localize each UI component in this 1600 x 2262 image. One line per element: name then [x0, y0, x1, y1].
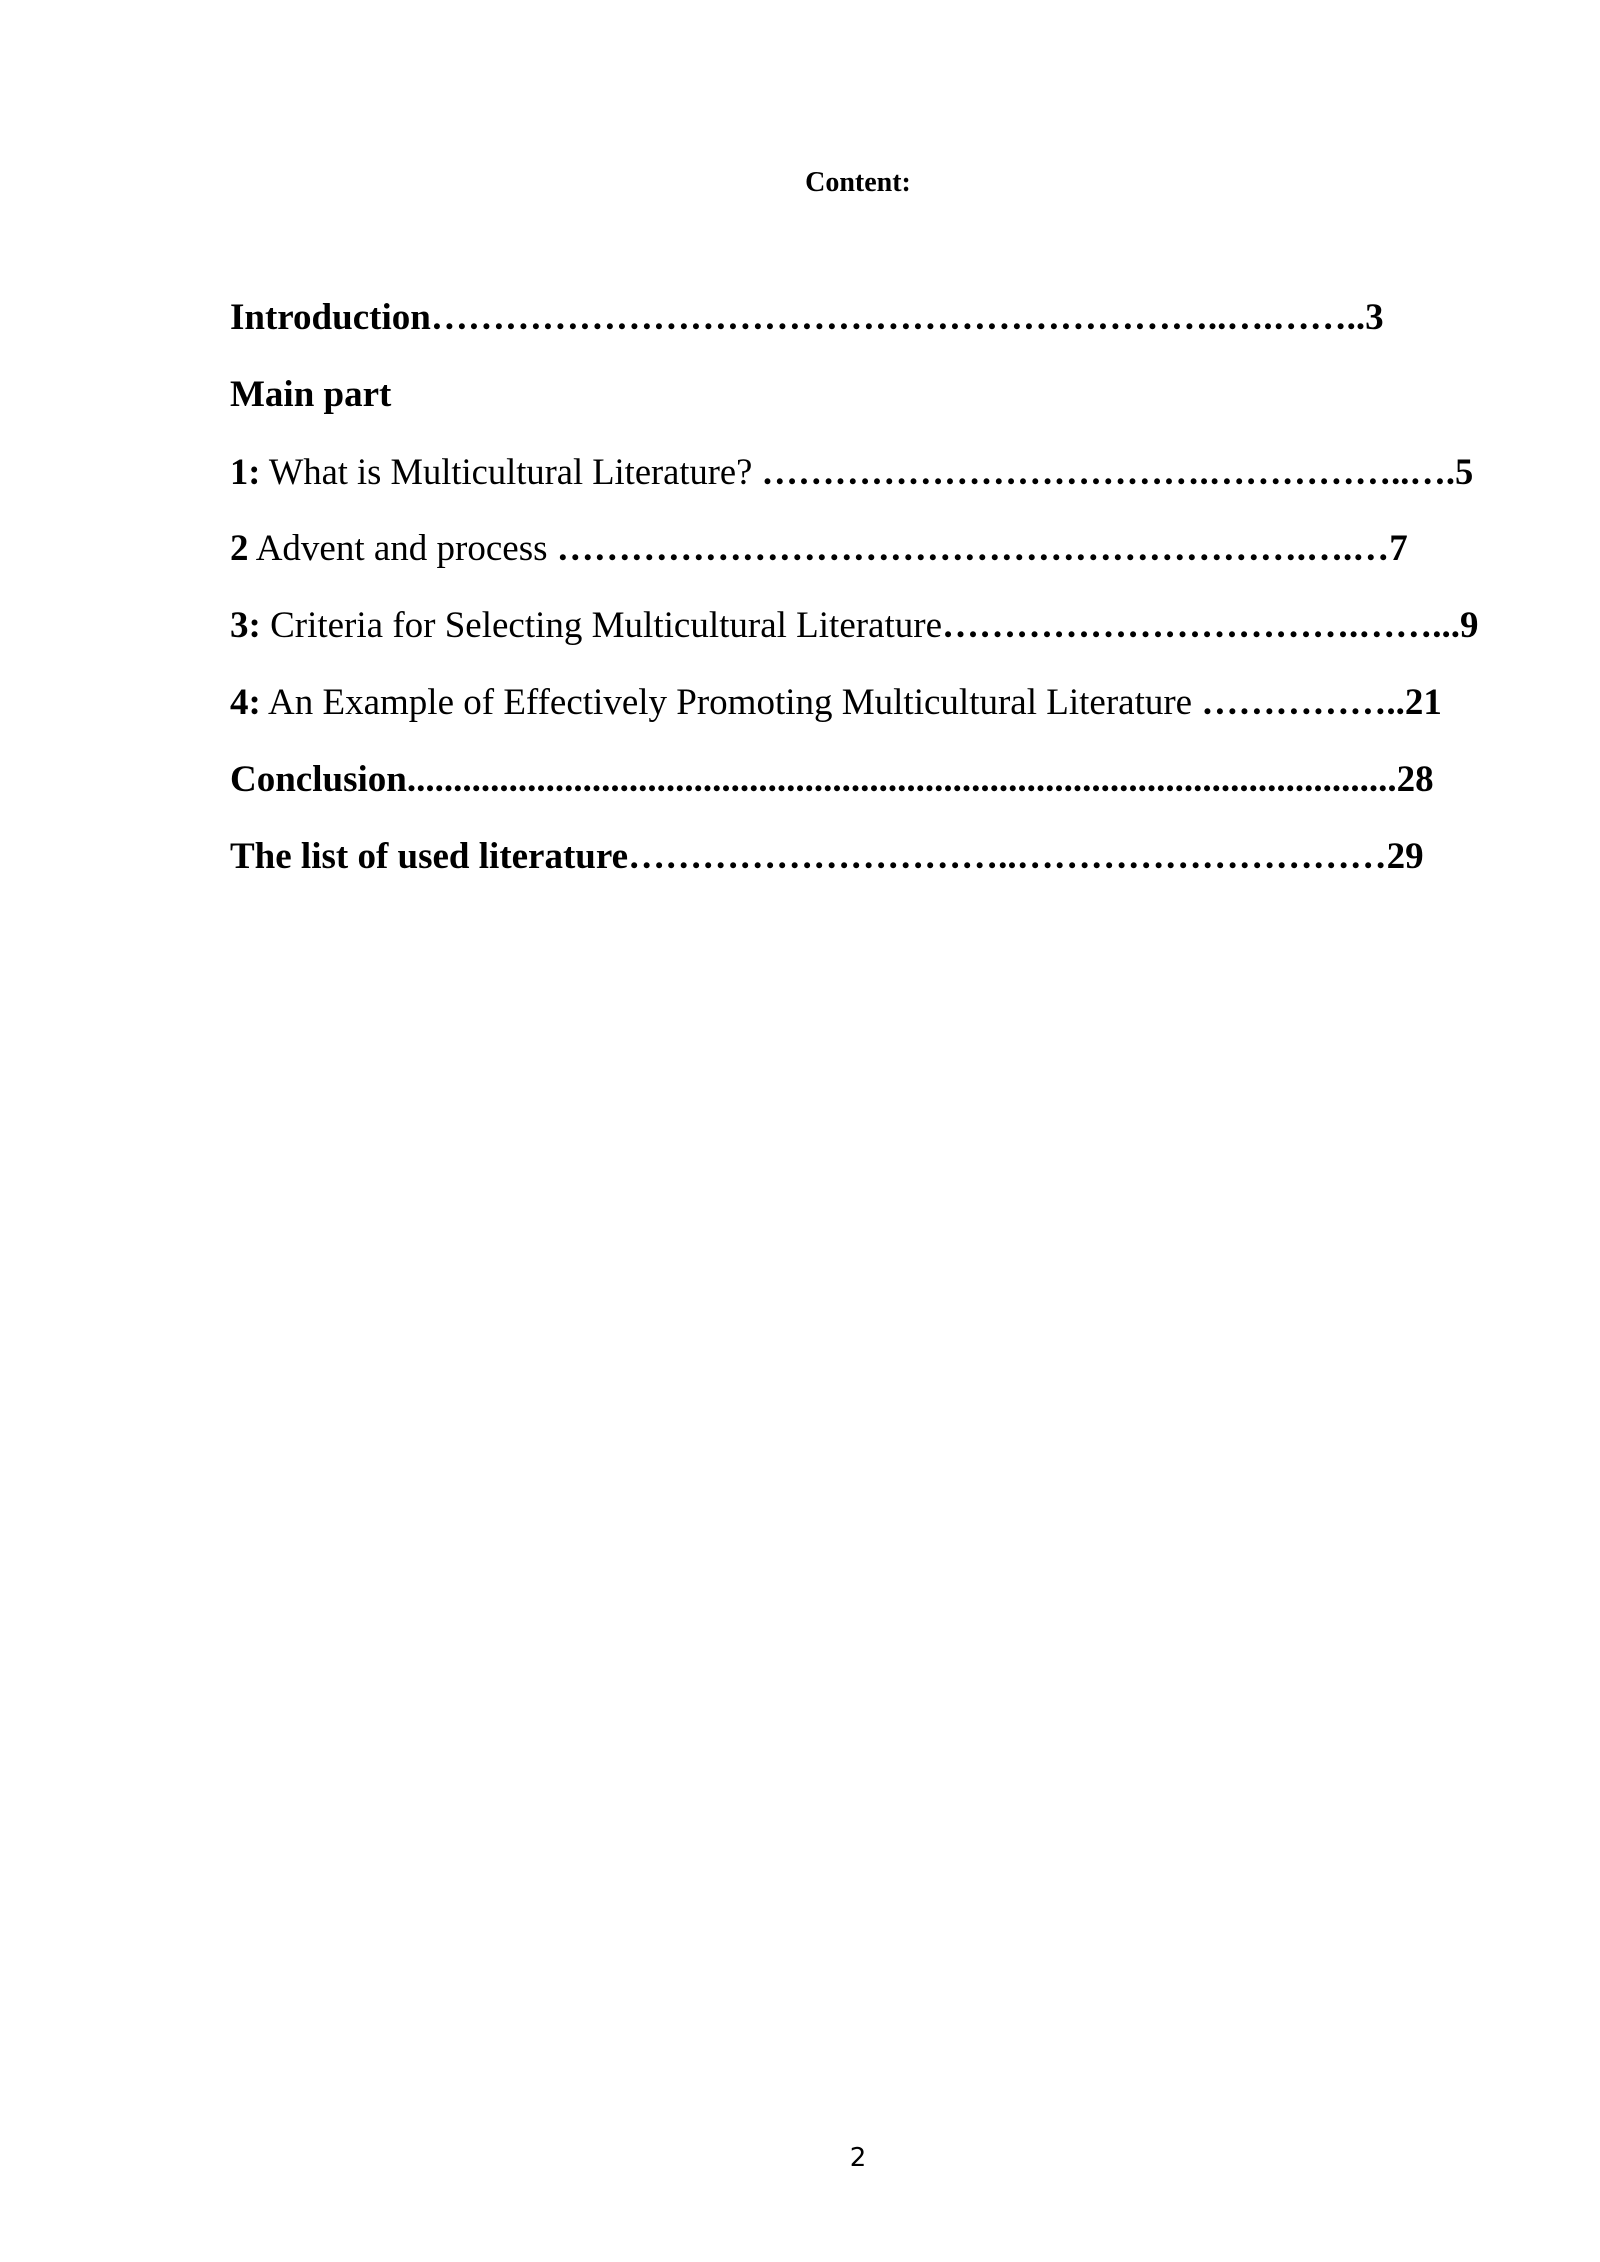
toc-entry-item-2	[230, 527, 1408, 571]
toc-label: Introduction	[230, 297, 431, 338]
toc-label: An Example of Effectively Promoting Multicultural Literature	[260, 682, 1202, 723]
page-number: 2	[849, 2143, 867, 2173]
toc-entry-main-part	[230, 373, 391, 417]
toc-entry-conclusion	[230, 758, 1434, 802]
toc-label: Conclusion	[230, 759, 407, 800]
toc-label: The list of used literature	[230, 836, 629, 877]
toc-leader: …………………………………………………….….…	[556, 528, 1390, 569]
toc-leader: …………………………..…………………………	[628, 836, 1387, 877]
toc-page: 29	[1386, 836, 1424, 877]
toc-page: 5	[1454, 451, 1474, 492]
toc-number: 1:	[230, 451, 261, 492]
toc-leader: ……………………………….……………..….	[761, 451, 1455, 492]
toc-entry-literature	[230, 835, 1424, 879]
toc-entry-item-4	[230, 681, 1442, 725]
toc-page: 21	[1404, 682, 1442, 723]
toc-page: 3	[1365, 297, 1384, 338]
page-title: Content:	[805, 167, 911, 198]
toc-page: 28	[1396, 759, 1434, 800]
toc-leader: ...........................................................................................................	[406, 759, 1397, 800]
toc-leader: ……………..	[1201, 682, 1405, 723]
toc-entry-item-3	[230, 604, 1479, 648]
toc-label: Criteria for Selecting Multicultural Literature	[260, 605, 943, 646]
toc-label: Main part	[230, 374, 392, 415]
toc-leader: …………………………….……...	[942, 605, 1461, 646]
toc-label: Advent and process	[248, 528, 557, 569]
toc-entry-introduction	[230, 296, 1384, 340]
toc-page: 9	[1460, 605, 1479, 646]
toc-number: 3:	[230, 605, 261, 646]
toc-leader: ………………………………………………………..….……..	[430, 297, 1366, 338]
toc-number: 2	[230, 528, 249, 569]
toc-number: 4:	[230, 682, 261, 723]
toc-entry-item-1	[230, 450, 1473, 494]
toc-label: What is Multicultural Literature?	[260, 451, 762, 492]
toc-page: 7	[1389, 528, 1408, 569]
